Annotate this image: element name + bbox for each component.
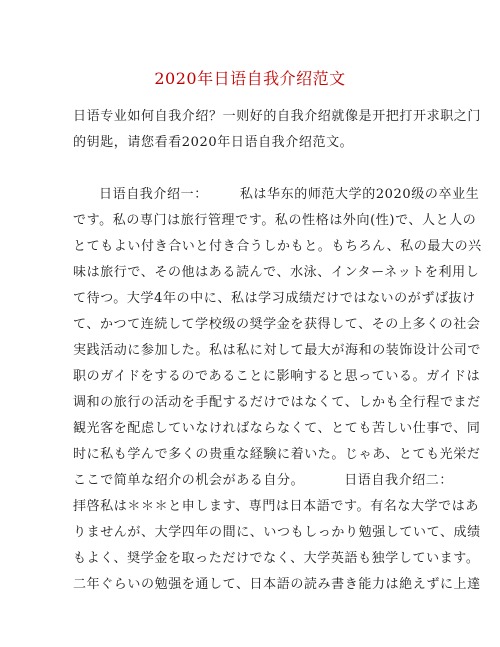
intro-paragraph (73, 104, 482, 156)
sample1-heading: 日语自我介绍一： (99, 187, 208, 202)
body-line: 时に私も学んで多くの贵重な経験に着いた。じゃあ、とても光栄だ (73, 447, 481, 462)
intro-line: 日语专业如何自我介绍？一则好的自我介绍就像是开把打开求职之门 (73, 109, 482, 124)
sample2-heading: 日语自我介绍二： (344, 473, 454, 488)
body-line: 拝啓私は＊＊＊と申します、専門は日本語です。有名な大学ではあ (73, 499, 479, 514)
document-title: 2020年日语自我介绍范文 (154, 69, 346, 88)
sample1-last-text: ここで简单な绍介の机会がある自分。 (73, 473, 305, 488)
body-line: 観光客を配虑していなければならなくて、とても苦しい仕事で、同 (73, 421, 481, 436)
sample1-first-line (73, 182, 480, 208)
body-line: 职のガイドをするのであることに影响すると思っている。ガイドは (73, 369, 481, 384)
body-line: 味は旅行で、その他はある読んで、水泳、インターネットを利用し (73, 265, 480, 280)
body-line: とてもよい付き合いと付き合うしかもと。もちろん、私の最大の兴 (73, 239, 482, 254)
body-line: て待つ。大学4年の中に、私は学习成绩だけではないのがずば抜け (73, 291, 476, 306)
body-line: もよく、奨学金を取っただけでなく、大学英語も独学しています。 (73, 551, 480, 566)
sample1-first-text: 私は华东的师范大学的2020级の卒业生 (239, 187, 480, 202)
body-line: 実践活动に参加した。私は私に対して最大が海和の装饰设计公司で (73, 343, 482, 358)
body-line: りませんが、大学四年の間に、いつもしっかり勉强していて、成绩 (73, 525, 481, 540)
intro-line: 的钥匙，请您看看2020年日语自我介绍范文。 (73, 135, 354, 150)
body-line: 二年ぐらいの勉强を通して、日本語の読み書き能力は絶えずに上達 (73, 577, 481, 592)
body-line: 调和の旅行の活动を手配するだけではなくて、しかも全行程でまだ (73, 395, 481, 410)
body-paragraph (73, 182, 482, 598)
body-line: て、かつて连続して学校级の奨学金を获得して、その上多くの社会 (73, 317, 481, 332)
sample1-last-line (73, 468, 454, 494)
body-line: です。私の専门は旅行管理です。私の性格は外向(性)で、人と人の (73, 213, 477, 228)
